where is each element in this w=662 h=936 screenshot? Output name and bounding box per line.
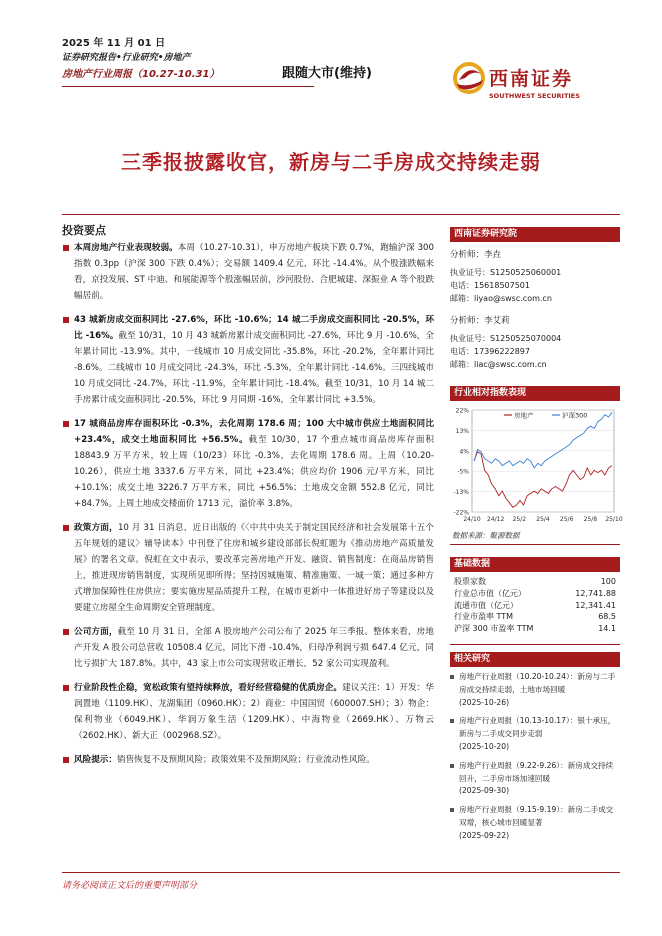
chart-source: 数据来源：聚源数据 <box>452 531 520 540</box>
table-row <box>450 623 620 635</box>
basic-data-table <box>450 576 620 635</box>
investment-bullet <box>62 416 434 512</box>
related-title[interactable]: 房地产行业周报（10.13-10.17）：银十承压，新房与二手成交同步走弱 <box>459 716 616 739</box>
related-item[interactable] <box>450 804 620 842</box>
company-logo-icon <box>451 58 487 98</box>
bullet-text: 截至 10/30，17 个重点城市商品房库存面积 18843.9 万平方米，较上周（10/23）环比 -0.3%，去化周期 178.6 周。上周（10.20-10.26），供应土地 3337.6 万平方米，同比 +23.4%；供应均价 1906 元/平方米，同比 +10.1%；成交土地 3226.7 万平方米，同比 +56.5%；土地成交金额 552.8 亿元，同比 +84.7%。上周土地成交楼面价 1713 元，溢价率 3.8%。 <box>74 435 434 509</box>
table-row <box>450 611 620 623</box>
report-type: 证券研究报告•行业研究•房地产 <box>62 53 191 63</box>
x-tick-label: 24/10 <box>463 516 481 523</box>
table-row <box>450 600 620 612</box>
y-tick-label: -13% <box>453 489 469 497</box>
bullet-text: 10 月 31 日消息，近日出版的《〈中共中央关于制定国民经济和社会发展第十五个五年规划的建议〉辅导读本》中刊登了住房和城乡建设部部长倪虹题为《推动房地产高质量发展》的署名文章。倪虹在文中表示，要改革完善房地产开发、融资、销售制度：在商品房销售上，推进现房销售制度，实现所见即所得；坚持因城施策、精准施策、一城一策；通过多种方式增加保障性住房供应；要实施房屋品质提升工程，在城市更新中一体推进好房子等建设以及要建立房屋全生命周期安全管理制度。 <box>74 523 434 613</box>
investment-heading: 投资要点 <box>62 224 106 237</box>
related-title[interactable]: 房地产行业周报（9.22-9.26）：新房成交持续回升，二手房市场加速回暖 <box>459 760 614 783</box>
related-title[interactable]: 房地产行业周报（9.15-9.19）：新房二手成交双增，核心城市回暖显著 <box>459 805 614 827</box>
basic-divider <box>450 644 620 645</box>
analyst-email[interactable]: 邮箱：liac@swsc.com.cn <box>450 360 547 369</box>
bullet-text: 销售恢复不及预期风险；政策效果不及预期风险；行业流动性风险。 <box>116 755 375 765</box>
basic-data-heading: 基础数据 <box>450 557 620 572</box>
related-date: (2025-09-22) <box>459 830 510 840</box>
related-list <box>450 671 620 849</box>
bullet-lead: 43 城新房成交面积同比 -27.6%，环比 -10.6%；14 城二手房成交面积同比 -20.5%，环比 -16%。 <box>74 315 434 341</box>
related-date: (2025-09-30) <box>459 786 510 796</box>
footer-divider <box>62 872 620 873</box>
series-line-csi300 <box>474 412 612 468</box>
report-date: 2025 年 11 月 01 日 <box>62 38 166 49</box>
row-value: 100 <box>600 577 616 586</box>
header-divider <box>62 86 314 87</box>
investment-bullet <box>62 680 434 744</box>
investment-bullets <box>62 240 434 776</box>
row-label: 行业市盈率 TTM <box>454 612 514 622</box>
related-heading: 相关研究 <box>450 652 620 667</box>
bullet-text: 本周（10.27-10.31），申万房地产板块下跌 0.7%，跑输沪深 300 指数 0.3pp（沪深 300 下跌 0.4%）；交易额 1409.4 亿元，环比 -14.4%。从个股涨跌幅来看，京投发展、ST 中迪、和展能源等个股涨幅居前，沙河股份、合肥城建、深振业 A 等个股跌幅居前。 <box>74 243 434 301</box>
footer-disclaimer[interactable]: 请务必阅读正文后的重要声明部分 <box>62 881 198 891</box>
row-value: 14.1 <box>598 624 616 634</box>
row-value: 12,341.41 <box>575 600 616 610</box>
y-tick-label: 13% <box>455 427 469 435</box>
report-week: 房地产行业周报（10.27-10.31） <box>62 69 220 80</box>
legend-label: 房地产 <box>514 411 534 420</box>
investment-bullet <box>62 752 434 768</box>
investment-bullet <box>62 520 434 616</box>
x-tick-label: 25/6 <box>559 516 574 523</box>
bullet-text: 建议关注：1）开发：华润置地（1109.HK）、龙湖集团（0960.HK）；2）商业：中国国贸（600007.SH）；3）物企：保利物业（6049.HK）、华润万象生活（1209.HK）、中海物业（2669.HK）、万物云（2602.HK）、新大正（002968.SZ）。 <box>74 683 434 741</box>
x-tick-label: 24/12 <box>487 516 505 523</box>
analyst-name: 分析师：李艾莉 <box>450 316 510 326</box>
analyst-phone: 电话：17396222897 <box>450 347 530 356</box>
bullet-lead: 公司方面， <box>74 627 118 637</box>
x-tick-label: 25/4 <box>536 516 550 523</box>
bullet-lead: 本周房地产行业表现较弱。 <box>74 243 178 253</box>
analyst-email[interactable]: 邮箱：liyao@swsc.com.cn <box>450 294 552 303</box>
x-tick-label: 25/10 <box>605 516 623 523</box>
bullet-text: 截至 10 月 31 日，全部 A 股房地产公司公布了 2025 年三季报。整体来看，房地产开发 A 股公司总营收 10508.4 亿元，同比下滑 -10.4%，归母净利润亏损 647.4 亿元，同比亏损扩大 187.8%。其中，43 家上市公司实现营收正增长，52 家公司实现盈利。 <box>74 627 434 669</box>
row-label: 流通市值（亿元） <box>454 600 518 610</box>
analyst-license: 执业证号：S1250525070004 <box>450 334 562 343</box>
y-tick-label: 4% <box>459 448 469 456</box>
x-tick-label: 25/8 <box>583 516 598 523</box>
row-label: 沪深 300 市盈率 TTM <box>454 624 534 634</box>
related-date: (2025-10-26) <box>459 697 510 707</box>
bullet-lead: 风险提示： <box>74 755 117 765</box>
page-title: 三季报披露收官，新房与二手房成交持续走弱 <box>121 150 541 174</box>
title-divider <box>62 214 620 215</box>
analyst-name: 分析师：李垚 <box>450 250 502 260</box>
related-item[interactable] <box>450 671 620 709</box>
table-row <box>450 588 620 600</box>
legend-label: 沪深300 <box>562 411 588 420</box>
institute-heading: 西南证券研究院 <box>450 227 620 242</box>
investment-bullet <box>62 240 434 304</box>
bullet-lead: 17 城商品房库存面积环比 -0.3%，去化周期 178.6 周；100 大中城市供应土地面积同比 +23.4%，成交土地面积同比 +56.5%。 <box>74 419 434 445</box>
chart-divider <box>450 544 620 545</box>
related-title[interactable]: 房地产行业周报（10.20-10.24）：新房与二手房成交持续走弱，土地市场回暖 <box>459 672 616 694</box>
analyst-phone: 电话：15618507501 <box>450 281 530 290</box>
x-tick-label: 25/2 <box>512 516 527 523</box>
analyst-block-1 <box>450 249 620 305</box>
rating: 跟随大市(维持) <box>282 66 372 81</box>
logo-cn: 西南证券 <box>489 68 574 90</box>
row-label: 行业总市值（亿元） <box>454 588 526 598</box>
bullet-lead: 行业阶段性企稳，宽松政策有望持续释放，看好经营稳健的优质房企。 <box>74 683 343 693</box>
row-label: 股票家数 <box>454 577 486 586</box>
related-item[interactable] <box>450 715 620 753</box>
logo-en: SOUTHWEST SECURITIES <box>489 92 580 100</box>
related-item[interactable] <box>450 760 620 798</box>
row-value: 12,741.88 <box>575 588 616 598</box>
y-tick-label: -22% <box>453 509 469 517</box>
table-row <box>450 576 620 588</box>
index-chart <box>450 404 623 524</box>
y-tick-label: 22% <box>455 407 469 415</box>
row-value: 68.5 <box>598 612 616 622</box>
investment-bullet <box>62 624 434 672</box>
index-chart-heading: 行业相对指数表现 <box>450 386 620 401</box>
investment-bullet <box>62 312 434 408</box>
bullet-text: 截至 10/31，10 月 43 城新房累计成交面积同比 -27.6%，环比 9 月 -10.6%，全年累计同比 -13.9%。其中，一线城市 10 月成交同比 -35.8%，环比 -20.2%，全年累计同比 -8.6%。二线城市 10 月成交同比 -24.3%，环比 -5.3%，全年累计同比 -14.6%。三四线城市 10 月成交同比 -24.7%，环比 -11.9%，全年累计同比 -18.4%。截至 10/31，10 月 14 城二手房累计成交面积同比 -20.5%，环比 9 月同期 -16%，全年累计同比 +3.5%。 <box>74 331 434 405</box>
related-date: (2025-10-20) <box>459 741 510 751</box>
bullet-lead: 政策方面， <box>74 523 118 533</box>
analyst-block-2 <box>450 315 620 371</box>
analyst-license: 执业证号：S1250525060001 <box>450 268 562 277</box>
y-tick-label: -5% <box>457 468 469 476</box>
